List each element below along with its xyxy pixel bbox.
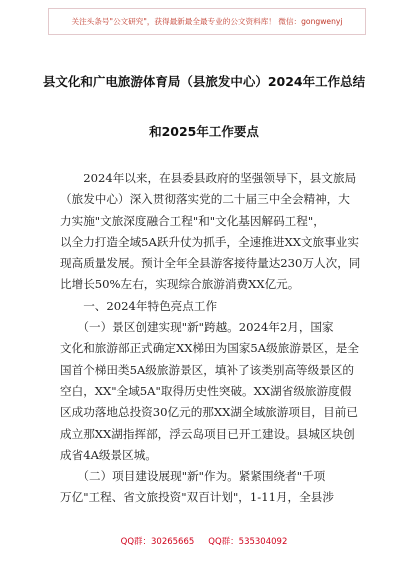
body-line: 国首个梯田类5A级旅游景区，填补了该类别高等级景区的: [60, 362, 355, 377]
section-heading: 一、2024年特色亮点工作: [60, 298, 218, 313]
footer-contact: [0, 535, 408, 547]
body-line: （旅发中心）深入贯彻落实党的二十届三中全会精神，大: [60, 192, 350, 207]
body-line: 2024年以来，在县委县政府的坚强领导下，县文旅局: [60, 171, 357, 185]
document-title-continued: 和2025年工作要点: [149, 124, 259, 139]
body-line: 文化和旅游部正式确定XX梯田为国家5A级旅游景区，是全: [60, 341, 359, 356]
body-line: 成省4A级景区城。: [60, 447, 157, 462]
body-line: 以全力打造全域5A跃升仗为抓手，全速推进XX文旅事业实: [60, 234, 359, 249]
body-line: 比增长50%左右，实现综合旅游消费XX亿元。: [60, 277, 300, 292]
body-line: 现高质量发展。预计全年全县游客接待量达230万人次，同: [60, 256, 361, 271]
promo-banner: [48, 8, 366, 35]
body-line: （二）项目建设展现"新"作为。紧紧围绕者"千项: [60, 469, 326, 484]
footer-qq-group-1: QQ群：30265665: [120, 537, 195, 547]
document-body: [60, 168, 360, 509]
promo-banner-text: 关注头条号"公文研究"，获得最新最全最专业的公文资料库！ 微信：gongwenyj: [71, 17, 343, 26]
body-line: 空白，XX"全域5A"取得历史性突破。XX湖省级旅游度假: [60, 383, 352, 398]
body-line: 成立那XX湖指挥部，浮云岛项目已开工建设。县城区块创: [60, 426, 355, 441]
body-line: （一）景区创建实现"新"跨越。2024年2月，国家: [60, 320, 334, 335]
body-line: 万亿"工程、省文旅投资"双百计划"，1-11月，全县涉: [60, 490, 334, 505]
footer-qq-group-2: QQ群：535304092: [208, 537, 288, 547]
body-line: 力实施"文旅深度融合工程"和"文化基因解码工程"，: [60, 213, 325, 228]
document-title: 县文化和广电旅游体育局（县旅发中心）2024年工作总结: [42, 74, 366, 89]
body-line: 区成功落地总投资30亿元的那XX湖全域旅游项目，目前已: [60, 405, 358, 420]
